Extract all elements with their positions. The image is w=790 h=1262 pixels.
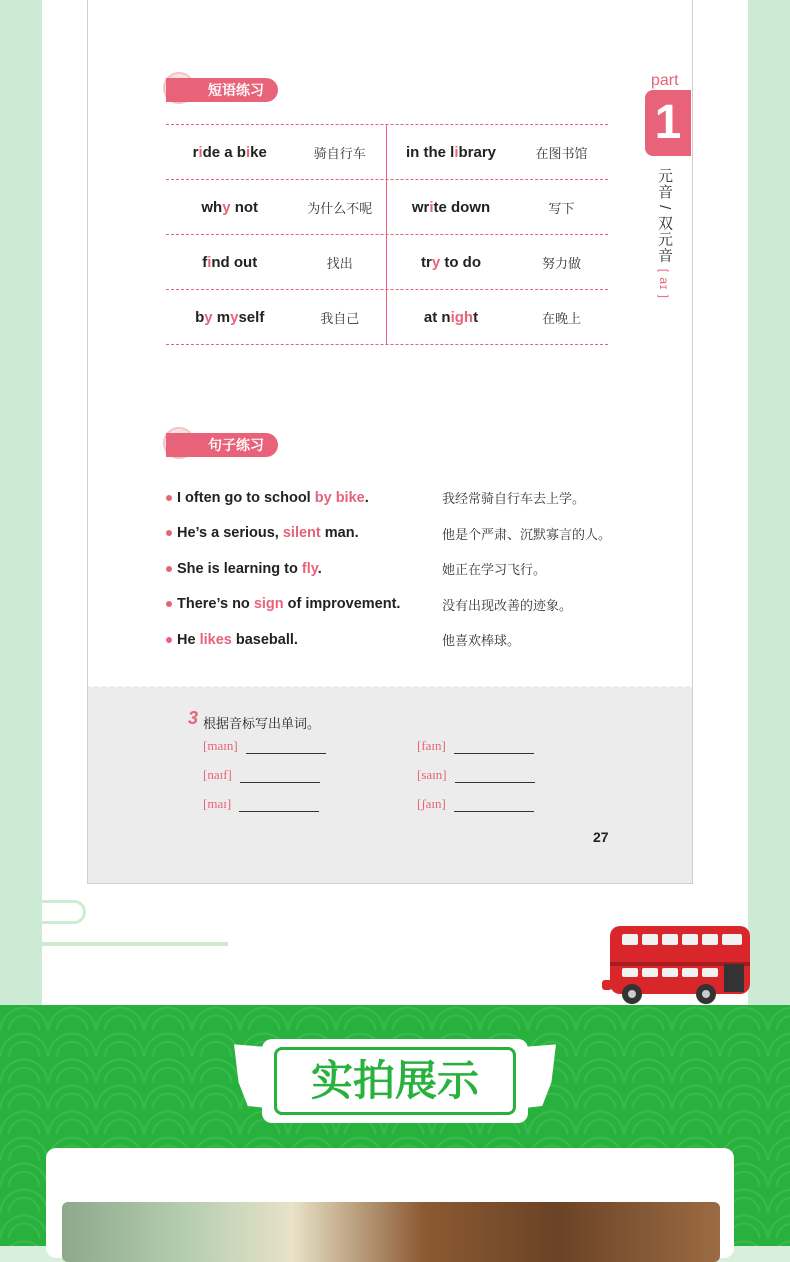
sentence-chinese: 她正在学习飞行。 bbox=[442, 562, 547, 578]
phrase-english: by myself bbox=[195, 308, 265, 326]
chapter-title: 元音 / 双元音 bbox=[656, 168, 673, 264]
bullet-icon bbox=[166, 495, 172, 501]
answer-blank bbox=[455, 768, 535, 783]
part-label: part bbox=[651, 72, 679, 89]
sentence-item bbox=[166, 587, 616, 623]
phrase-cell bbox=[166, 235, 387, 289]
phrase-chinese: 在图书馆 bbox=[535, 145, 588, 161]
phrase-cell bbox=[387, 290, 608, 344]
phrase-cell bbox=[387, 235, 608, 289]
phrase-cell bbox=[166, 290, 387, 344]
phonetic-label: [saɪn] bbox=[417, 767, 447, 782]
phrase-chinese: 努力做 bbox=[541, 255, 581, 271]
phrase-chinese: 为什么不呢 bbox=[307, 200, 373, 216]
exercise-item bbox=[417, 738, 534, 754]
chapter-label bbox=[654, 168, 675, 299]
bus-icon bbox=[602, 924, 754, 1006]
chapter-phonetic: [ aɪ ] bbox=[657, 268, 671, 299]
phrase-row bbox=[166, 289, 608, 345]
phrase-english: in the library bbox=[405, 143, 497, 161]
answer-blank bbox=[454, 739, 534, 754]
background-left bbox=[0, 0, 42, 1005]
answer-blank bbox=[240, 768, 320, 783]
exercise-item bbox=[203, 738, 326, 754]
phrase-english: at night bbox=[423, 308, 479, 326]
background-right bbox=[748, 0, 790, 1005]
sentence-english: There’s no sign of improvement. bbox=[177, 596, 401, 613]
exercise-number: 3 bbox=[188, 708, 199, 728]
phonetic-label: [faɪn] bbox=[417, 738, 446, 753]
exercise-item bbox=[417, 796, 534, 812]
phrase-english: write down bbox=[411, 198, 491, 216]
bullet-icon bbox=[166, 601, 172, 607]
phrase-table bbox=[166, 124, 608, 345]
part-number-tab: 1 bbox=[645, 90, 691, 156]
page-number: 27 bbox=[593, 829, 609, 845]
section-title-sentences: 句子练习 bbox=[166, 433, 278, 457]
exercise-item bbox=[417, 767, 535, 783]
phrase-row bbox=[166, 234, 608, 289]
product-photo bbox=[62, 1202, 720, 1262]
sentence-item bbox=[166, 551, 616, 587]
sentence-chinese: 没有出现改善的迹象。 bbox=[442, 597, 573, 613]
answer-blank bbox=[454, 797, 534, 812]
phonetic-label: [ʃaɪn] bbox=[417, 796, 446, 811]
decorative-line bbox=[42, 942, 228, 946]
phrase-english: try to do bbox=[420, 253, 481, 271]
exercise-item bbox=[203, 767, 320, 783]
sentence-english: She is learning to fly. bbox=[177, 560, 322, 577]
phrase-english: why not bbox=[201, 198, 259, 216]
phrase-cell bbox=[387, 125, 608, 179]
phrase-cell bbox=[387, 180, 608, 234]
decorative-oval bbox=[20, 900, 86, 924]
sentence-english: He likes baseball. bbox=[177, 631, 298, 648]
showcase-banner bbox=[262, 1039, 528, 1123]
phrase-chinese: 写下 bbox=[548, 200, 575, 216]
exercise-item bbox=[203, 796, 319, 812]
phrase-row bbox=[166, 124, 608, 179]
sentence-chinese: 他是个严肃、沉默寡言的人。 bbox=[442, 526, 612, 542]
phrase-english: find out bbox=[202, 253, 258, 271]
showcase-title: 实拍展示 bbox=[274, 1047, 516, 1115]
section-title-phrases: 短语练习 bbox=[166, 78, 278, 102]
sentence-english: He’s a serious, silent man. bbox=[177, 525, 359, 542]
phrase-row bbox=[166, 179, 608, 234]
phonetic-label: [naɪf] bbox=[203, 767, 232, 782]
phrase-english: ride a bike bbox=[192, 143, 267, 161]
phrase-cell bbox=[166, 180, 387, 234]
exercise-box bbox=[88, 686, 692, 883]
sentence-item bbox=[166, 622, 616, 658]
phrase-cell bbox=[166, 125, 387, 179]
sentence-english: I often go to school by bike. bbox=[177, 489, 369, 506]
answer-blank bbox=[239, 797, 319, 812]
phrase-chinese: 在晚上 bbox=[541, 310, 581, 326]
sentence-chinese: 我经常骑自行车去上学。 bbox=[442, 491, 586, 507]
phonetic-label: [maɪn] bbox=[203, 738, 238, 753]
sentence-list bbox=[166, 480, 616, 658]
sentence-chinese: 他喜欢棒球。 bbox=[442, 633, 521, 649]
sentence-item bbox=[166, 516, 616, 552]
phrase-chinese: 骑自行车 bbox=[313, 145, 366, 161]
sentence-item bbox=[166, 480, 616, 516]
bullet-icon bbox=[166, 566, 172, 572]
phrase-chinese: 找出 bbox=[326, 255, 353, 271]
answer-blank bbox=[246, 739, 326, 754]
phrase-chinese: 我自己 bbox=[320, 310, 360, 326]
exercise-title: 根据音标写出单词。 bbox=[203, 716, 321, 731]
bullet-icon bbox=[166, 530, 172, 536]
phonetic-label: [maɪ] bbox=[203, 796, 232, 811]
bullet-icon bbox=[166, 637, 172, 643]
